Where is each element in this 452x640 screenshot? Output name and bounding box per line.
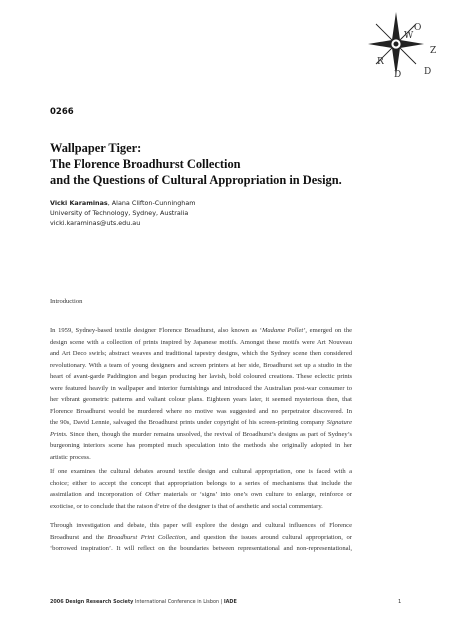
paragraph-2 [50,466,352,512]
text-run: her vibrant geometric patterns and valiant colour plans. Eighteen years later, it seemed mysterious then, that [50,396,352,403]
logo-letter-w: W [404,31,414,41]
text-line [50,440,352,452]
paragraph-3 [50,520,352,555]
paragraph-1 [50,325,352,463]
author-names [50,198,195,208]
text-line [50,489,352,501]
text-run: were featured heavily in wallpaper and interior furnishings and introduced the Australian post-war consumer to [50,384,352,392]
text-run: Through investigation and debate, this paper will explore the design and cultural influences of Florence [50,522,352,529]
italic-run: Other [145,491,161,498]
text-line [50,452,352,464]
affiliation: University of Technology, Sydney, Australia [50,209,189,218]
text-run: artistic process. [50,453,91,461]
text-run: ‘borrowed inspiration’. It will reflect on the boundaries between representational and non-representational, [50,545,352,552]
page-number: 1 [398,599,402,605]
text-line [50,325,352,337]
logo-letter-r: R [377,57,384,67]
text-run: design scene with a collection of prints inspired by Japanese motifs. Amongst these motifs were Art Nouveau [50,338,352,346]
text-run: materials or ‘signs’ into one’s own culture to enlarge, reinforce or [160,491,352,498]
section-heading: Introduction [50,298,83,305]
logo-letter-o: O [414,23,422,33]
footer-society: 2006 Design Research Society [50,599,134,605]
footer-iade: IADE [223,599,237,605]
text-run: the 90s, David Lennie, salvaged the Broadhurst prints under copyright of his screen-printing company [50,419,327,426]
text-run: choice; either to accept the concept that appropriation belongs to a series of mechanisms that include the [50,479,352,487]
text-line [50,348,352,360]
title-line-3: and the Questions of Cultural Appropriation in Design. [50,173,342,187]
text-line [50,520,352,532]
text-run: burgeoning interiors scene has prompted much speculation into the methods she originally adopted in her [50,442,352,449]
text-line [50,429,352,441]
logo-letter-d-left: D [394,70,402,80]
footer-conference: 2006 Design Research Society International Conference in Lisbon | IADE [50,599,237,605]
logo-letter-z: Z [430,46,437,56]
italic-run: Signature [326,419,352,426]
text-line [50,417,352,429]
text-run: heart of avant-garde Paddington and began producing her lavish, bold coloured creations. These eclectic prints [50,373,352,380]
author-block [50,198,195,229]
text-run: Since then, though the murder remains unsolved, the revival of Broadhurst’s designs as part of Sydney’s [67,430,352,438]
text-run: emerged on the [306,327,352,334]
text-line [50,371,352,383]
text-line [50,478,352,490]
author-email[interactable]: vicki.karaminas@uts.edu.au [50,219,141,228]
italic-run: Madame Pollet’, [261,327,307,334]
text-line [50,501,352,513]
text-run: and Art Deco swirls; abstract weaves and traditional tapestry designs, which the Sydney scene then considered [50,350,352,357]
text-run: In 1959, Sydney-based textile designer Florence Broadhurst, also known as ‘ [50,327,262,334]
text-run: Broadhurst and the [50,533,108,541]
footer-conference-name: International Conference in Lisbon [133,599,220,605]
co-authors: , Alana Clifton-Cunningham [107,199,196,207]
text-run: If one examines the cultural debates around textile design and cultural appropriation, one is faced with a [50,468,352,475]
primary-author: Vicki Karaminas [50,199,108,207]
text-line [50,532,352,544]
logo-letter-d-right: D [424,67,432,77]
italic-run: Broadhurst Print Collection [107,533,186,541]
text-run: Florence Broadhurst would be murdered where no motive was suggested and no perpetrator discovered. In [50,407,352,415]
drs-logo [358,4,448,84]
text-run: , and question the issues around cultural appropriation, or [185,533,352,541]
text-line [50,466,352,478]
text-line [50,383,352,395]
text-line [50,406,352,418]
text-line [50,543,352,555]
text-line [50,337,352,349]
title-line-1: Wallpaper Tiger: [50,141,142,155]
text-line [50,360,352,372]
paper-code: 0266 [50,107,74,117]
text-line [50,394,352,406]
title-line-2: The Florence Broadhurst Collection [50,157,241,171]
text-run: assimilation and incorporation of [50,491,146,498]
text-run: revolutionary. With a team of young designers and screen printers at her side, Broadhurst set up a studio in the [50,361,352,369]
text-run: exoticise, or to conclude that the raison d’etre of the designer is that of aesthetic and social commentary. [50,502,323,510]
italic-run: Prints. [50,430,68,438]
